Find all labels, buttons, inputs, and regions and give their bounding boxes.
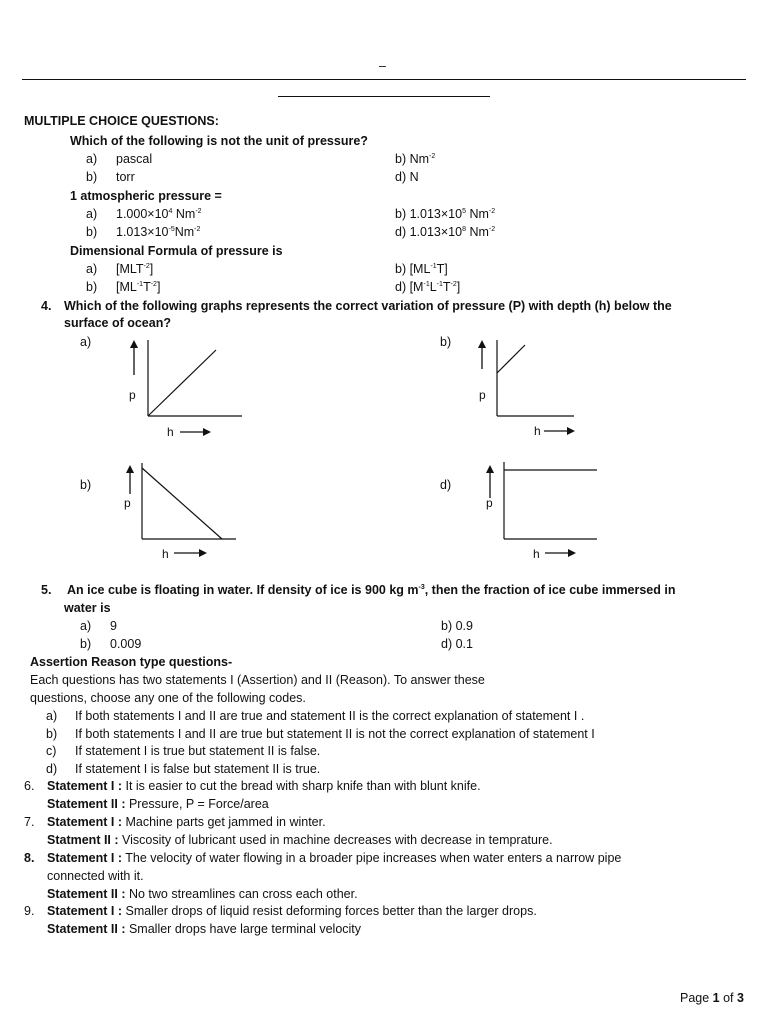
- q3-d-option: d) $[M^{-1}L^{-1}T^{-2}]$: [395, 280, 461, 294]
- q6-statement1: Statement I : It is easier to cut the bread with sharp knife than with blunt knife.: [47, 779, 481, 793]
- q8-number: 8.: [24, 851, 35, 865]
- q5-d-option: d) 0.1: [441, 637, 473, 651]
- graph-d-h-arrowhead: [568, 549, 576, 557]
- q5-line2: water is: [64, 601, 111, 615]
- q2-d-option: d) $1.013\times 10^8$ $Nm^{-2}$: [395, 225, 496, 239]
- graph-a-ylabel: p: [129, 388, 136, 402]
- graph-b-curve: [497, 345, 525, 373]
- assertion-intro-line2: questions, choose any one of the following codes.: [30, 691, 306, 705]
- header-rule: [22, 79, 746, 80]
- q3-a-text: $[MLT^{-2}]$: [116, 262, 154, 276]
- graph-d: [475, 458, 605, 568]
- q8-statement1-cont: connected with it.: [47, 869, 144, 883]
- q2-c-option: b) $1.013\times 10^5$ $Nm^{-2}$: [395, 207, 496, 221]
- graph-a-p-arrowhead: [130, 340, 138, 348]
- page-number: Page 1 of 3: [680, 991, 744, 1005]
- graph-c-p-arrowhead: [126, 465, 134, 473]
- code-c-mark: c): [46, 744, 57, 758]
- q1-text: Which of the following is not the unit of pressure?: [70, 134, 368, 148]
- section-title: MULTIPLE CHOICE QUESTIONS:: [24, 114, 219, 128]
- graph-c-curve: [142, 468, 222, 539]
- q2-b-mark: b): [86, 225, 98, 239]
- graph-c-xlabel: h: [162, 547, 169, 561]
- header-dash: –: [379, 59, 386, 73]
- q3-b-mark: b): [86, 280, 98, 294]
- graph-b-option: b): [440, 335, 452, 349]
- q3-b-text: $[ML^{-1}T^{-2}]$: [116, 280, 161, 294]
- title-underline: [278, 96, 490, 97]
- q3-text: Dimensional Formula of pressure is: [70, 244, 283, 258]
- q4-line2: surface of ocean?: [64, 316, 171, 330]
- graph-b-p-arrowhead: [478, 340, 486, 348]
- graph-b-h-arrowhead: [567, 427, 575, 435]
- graph-c-ylabel: p: [124, 496, 131, 510]
- q1-b-text: torr: [116, 170, 135, 184]
- graph-a: [120, 335, 250, 445]
- code-d-text: If statement I is false but statement II is true.: [75, 762, 321, 776]
- code-c-text: If statement I is true but statement II is false.: [75, 744, 321, 758]
- q5-a-text: 9: [110, 619, 117, 633]
- graph-b: [470, 335, 590, 445]
- q5-number: 5.: [41, 583, 52, 597]
- q8-statement2: Statement II : No two streamlines can cross each other.: [47, 887, 358, 901]
- q5-b-mark: b): [80, 637, 92, 651]
- q1-a-mark: a): [86, 152, 98, 166]
- graph-a-curve: [148, 350, 216, 416]
- q3-c-option: b) $[ML^{-1}T]$: [395, 262, 448, 276]
- graph-c-h-arrowhead: [199, 549, 207, 557]
- q2-a-mark: a): [86, 207, 98, 221]
- graph-d-ylabel: p: [486, 496, 493, 510]
- q1-b-mark: b): [86, 170, 98, 184]
- q5-b-text: 0.009: [110, 637, 142, 651]
- q9-statement2: Statement II : Smaller drops have large terminal velocity: [47, 922, 362, 936]
- q4-line1: Which of the following graphs represents the correct variation of pressure (P) with depth (h) below the: [64, 299, 672, 313]
- q7-number: 7.: [24, 815, 35, 829]
- assertion-title: Assertion Reason type questions-: [30, 655, 233, 669]
- graph-a-xlabel: h: [167, 425, 174, 439]
- q1-a-text: pascal: [116, 152, 153, 166]
- q5-line1: An ice cube is floating in water. If density of ice is 900 kg $m^{-3}$, then the fraction of ice cube immersed in: [67, 583, 676, 597]
- graph-b-xlabel: h: [534, 424, 541, 438]
- q2-b-text: $1.013\times 10^{-5}Nm^{-2}$: [116, 225, 201, 239]
- q3-a-mark: a): [86, 262, 98, 276]
- q6-statement2: Statement II : Pressure, P = Force/area: [47, 797, 269, 811]
- q4-number: 4.: [41, 299, 52, 313]
- graph-b-ylabel: p: [479, 388, 486, 402]
- q9-statement1: Statement I : Smaller drops of liquid resist deforming forces better than the larger drops.: [47, 904, 537, 918]
- code-a-mark: a): [46, 709, 58, 723]
- q1-c-option: b) $Nm^{-2}$: [395, 152, 436, 166]
- q7-statement2: Statment II : Viscosity of lubricant used in machine decreases with decrease in temprature.: [47, 833, 553, 847]
- graph-d-xlabel: h: [533, 547, 540, 561]
- graph-a-h-arrowhead: [203, 428, 211, 436]
- q2-a-text: $1.000\times 10^4$ $Nm^{-2}$: [116, 207, 202, 221]
- code-d-mark: d): [46, 762, 58, 776]
- graph-a-option: a): [80, 335, 92, 349]
- q7-statement1: Statement I : Machine parts get jammed in winter.: [47, 815, 326, 829]
- q5-c-option: b) 0.9: [441, 619, 473, 633]
- code-b-text: If both statements I and II are true but statement II is not the correct explanation of statement I: [75, 727, 595, 741]
- q8-statement1: Statement I : The velocity of water flowing in a broader pipe increases when water enters a narrow pipe: [47, 851, 622, 865]
- q5-a-mark: a): [80, 619, 92, 633]
- graph-c-option: b): [80, 478, 92, 492]
- code-b-mark: b): [46, 727, 58, 741]
- graph-d-option: d): [440, 478, 452, 492]
- q2-text: 1 atmospheric pressure =: [70, 189, 222, 203]
- code-a-text: If both statements I and II are true and statement II is the correct explanation of statement I .: [75, 709, 585, 723]
- q1-d-option: d) N: [395, 170, 419, 184]
- q9-number: 9.: [24, 904, 35, 918]
- q6-number: 6.: [24, 779, 35, 793]
- graph-c: [118, 458, 248, 568]
- assertion-intro-line1: Each questions has two statements I (Assertion) and II (Reason). To answer these: [30, 673, 485, 687]
- graph-d-p-arrowhead: [486, 465, 494, 473]
